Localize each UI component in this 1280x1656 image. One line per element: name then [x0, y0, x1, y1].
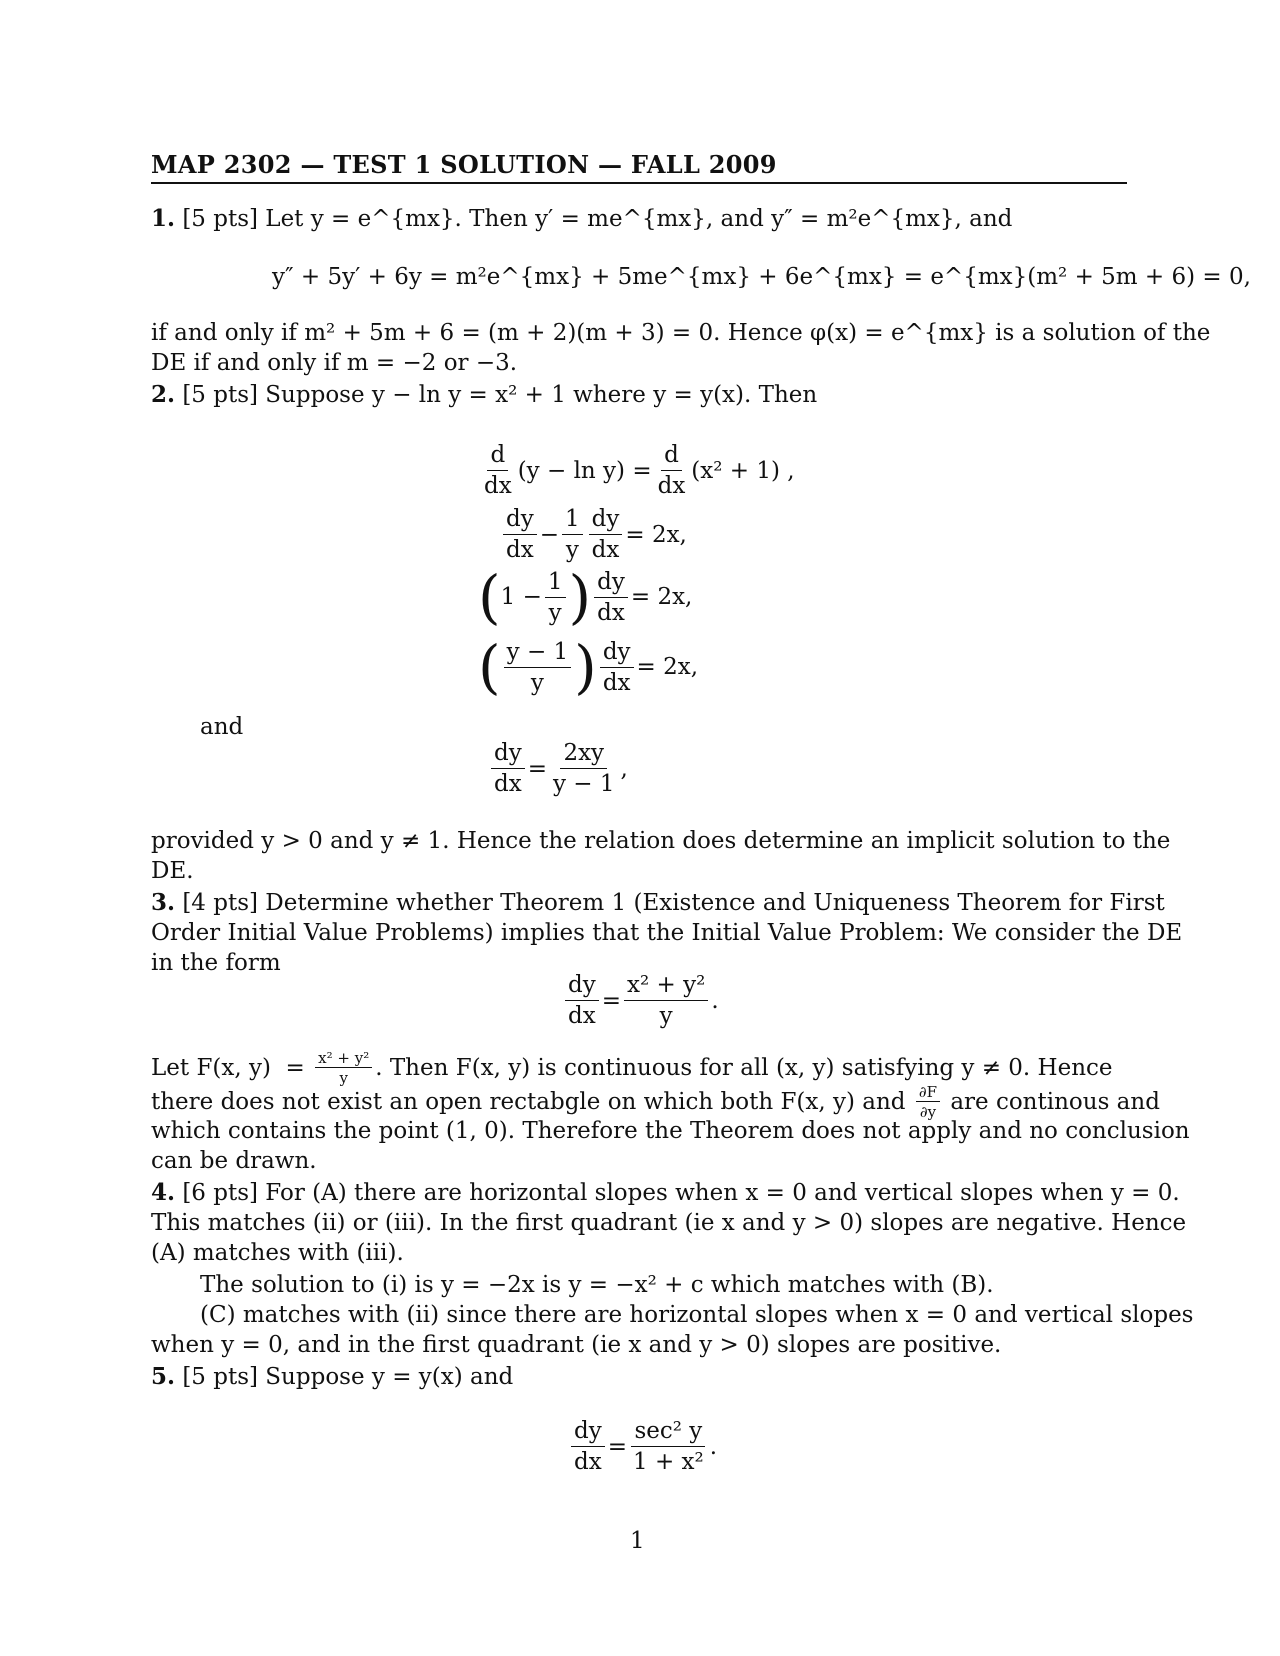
problem-2-eq-2: $\frac{dy}{dx}$ − $\frac{1}{y}$ $\frac{dy}{dx}$ = 2x,: [500, 506, 687, 563]
problem-2-line-3: DE.: [151, 858, 194, 884]
problem-1-label: 1.: [151, 205, 176, 232]
problem-3-line-5: there does not exist an open rectabgle on which both F(x, y) and $\frac{\partial F}{\partial y}$ are continous and: [151, 1083, 1160, 1121]
problem-4-text-1: [6 pts] For (A) there are horizontal slopes when x = 0 and vertical slopes when y = 0.: [182, 1180, 1180, 1206]
problem-3-line-4: Let F(x, y) = $\frac{\text{x² + y²}}{y}$ . Then F(x, y) is continuous for all (x, y) satisfying y ≠ 0. Hence: [151, 1049, 1113, 1087]
derivative-operator: $\frac{d}{dx}$: [657, 442, 686, 499]
problem-5-label: 5.: [151, 1363, 176, 1390]
problem-5-line-1: [151, 1362, 1127, 1392]
problem-2-line-1: [151, 380, 1127, 410]
problem-2-eq-5: $\frac{dy}{dx}$ = $\frac{2xy}{y - 1}$ ,: [488, 740, 628, 797]
derivative-operator: $\frac{d}{dx}$: [484, 442, 512, 499]
page-title: MAP 2302 — TEST 1 SOLUTION — FALL 2009: [151, 150, 777, 179]
problem-5-text-1: [5 pts] Suppose y = y(x) and: [182, 1364, 514, 1390]
problem-4-line-2: This matches (ii) or (iii). In the first quadrant (ie x and y > 0) slopes are negative. Hence: [151, 1210, 1187, 1236]
problem-2-eq-3: ( 1 − $\frac{1}{y}$ ) $\frac{dy}{dx}$ = 2x,: [478, 563, 693, 631]
problem-1-line-2: if and only if m² + 5m + 6 = (m + 2)(m + 3) = 0. Hence φ(x) = e^{mx} is a solution of the: [151, 320, 1211, 346]
title-rule: [151, 182, 1127, 184]
problem-1-equation: y″ + 5y′ + 6y = m²e^{mx} + 5me^{mx} + 6e^{mx} = e^{mx}(m² + 5m + 6) = 0,: [272, 264, 1251, 290]
problem-2-text-1: [5 pts] Suppose y − ln y = x² + 1 where y = y(x). Then: [182, 382, 818, 408]
problem-4-line-6: when y = 0, and in the first quadrant (ie x and y > 0) slopes are positive.: [151, 1332, 1002, 1358]
problem-1-line-1: [151, 204, 1127, 234]
problem-3-line-7: can be drawn.: [151, 1148, 317, 1174]
problem-2-label: 2.: [151, 381, 176, 408]
problem-3-line-3: in the form: [151, 950, 281, 976]
problem-4-line-5: (C) matches with (ii) since there are horizontal slopes when x = 0 and vertical slopes: [200, 1302, 1194, 1328]
problem-3-text-1: [4 pts] Determine whether Theorem 1 (Existence and Uniqueness Theorem for First: [182, 890, 1165, 916]
problem-2-and: and: [200, 714, 244, 740]
problem-3-line-2: Order Initial Value Problems) implies that the Initial Value Problem: We consider the DE: [151, 920, 1183, 946]
problem-2-eq-4: ( $\frac{y - 1}{y}$ ) $\frac{dy}{dx}$ = 2x,: [478, 633, 699, 701]
problem-4-line-4: The solution to (i) is y = −2x is y = −x² + c which matches with (B).: [200, 1272, 994, 1298]
problem-3-equation: $\frac{dy}{dx}$ = $\frac{\text{x² + y²}}{y}$ .: [562, 972, 719, 1029]
problem-3-label: 3.: [151, 889, 176, 916]
problem-3-line-6: which contains the point (1, 0). Therefore the Theorem does not apply and no conclusion: [151, 1118, 1190, 1144]
problem-5-equation: $\frac{dy}{dx}$ = $\frac{\text{sec² y}}{\text{1 + x²}}$ .: [568, 1418, 717, 1475]
page-number: 1: [630, 1528, 645, 1554]
problem-1-text-1: [5 pts] Let y = e^{mx}. Then y′ = me^{mx}, and y″ = m²e^{mx}, and: [182, 206, 1013, 232]
problem-4-label: 4.: [151, 1179, 176, 1206]
problem-2-eq-1: $\frac{d}{dx}$ (y − ln y) = $\frac{d}{dx}$ (x² + 1) ,: [478, 442, 795, 499]
problem-3-line-1: [151, 888, 1165, 918]
problem-4-line-3: (A) matches with (iii).: [151, 1240, 404, 1266]
problem-1-line-3: DE if and only if m = −2 or −3.: [151, 350, 518, 376]
problem-2-line-2: provided y > 0 and y ≠ 1. Hence the relation does determine an implicit solution to the: [151, 828, 1171, 854]
problem-4-line-1: [151, 1178, 1180, 1208]
